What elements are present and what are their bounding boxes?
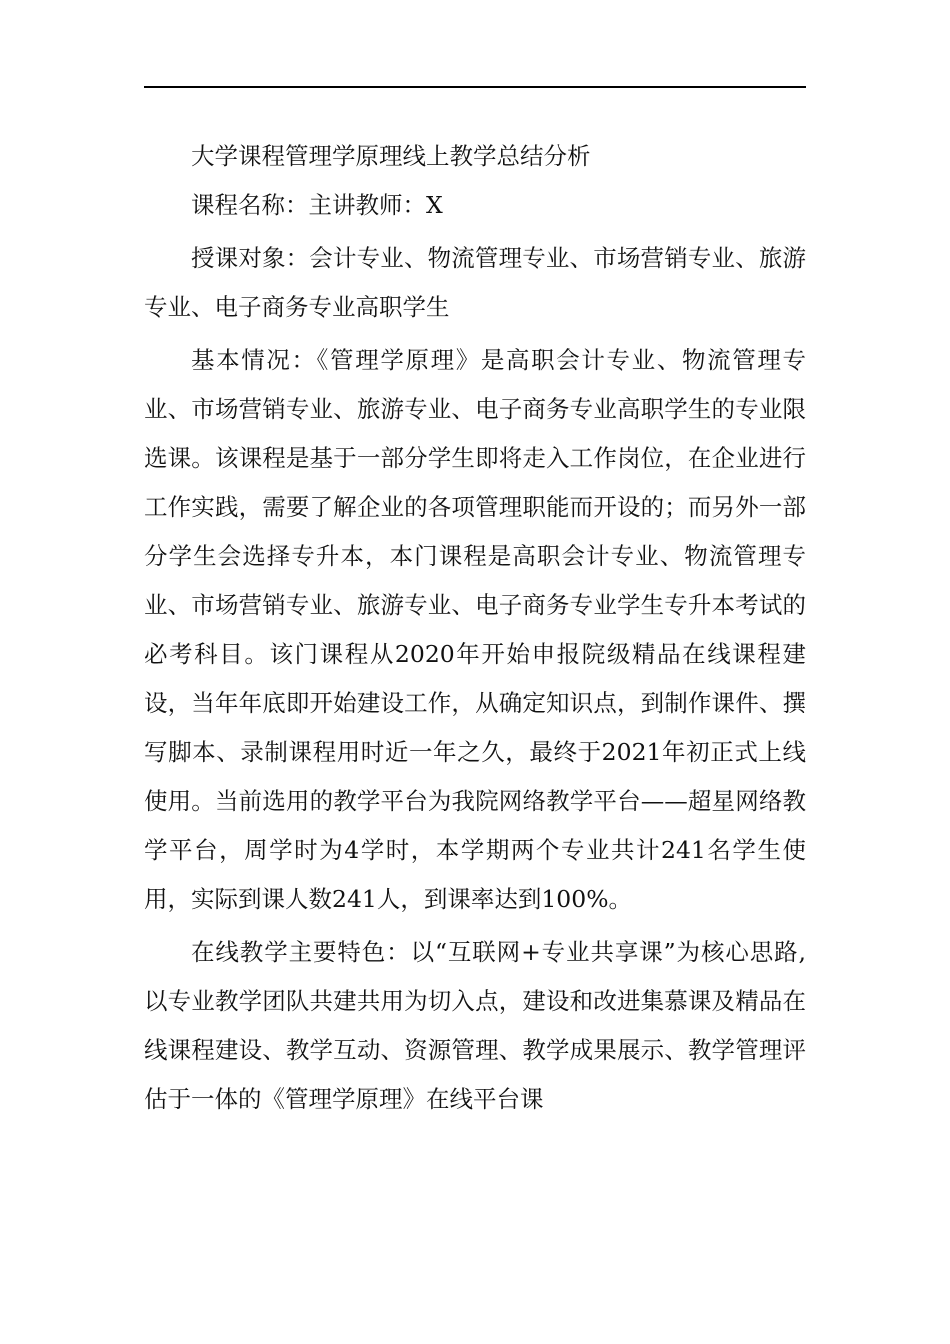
document-title: 大学课程管理学原理线上教学总结分析 [191, 142, 591, 170]
features-paragraph: 在线教学主要特色：以“互联网+专业共享课”为核心思路,以专业教学团队共建共用为切入点，建设和改进集慕课及精品在线课程建设、教学互动、资源管理、教学成果展示、教学管理评估于一体的《管理学原理》在线平台课 [144, 938, 806, 1113]
course-info-line: 课程名称：主讲教师：X [191, 191, 443, 219]
header-rule [144, 86, 806, 88]
basic-info-paragraph: 基本情况：《管理学原理》是高职会计专业、物流管理专业、市场营销专业、旅游专业、电子商务专业高职学生的专业限选课。该课程是基于一部分学生即将走入工作岗位，在企业进行工作实践，需要了解企业的各项管理职能而开设的；而另外一部分学生会选择专升本，本门课程是高职会计专业、物流管理专业、市场营销专业、旅游专业、电子商务专业学生专升本考试的必考科目。该门课程从2020年开始申报院级精品在线课程建设，当年年底即开始建设工作，从确定知识点，到制作课件、撰写脚本、录制课程用时近一年之久，最终于2021年初正式上线使用。当前选用的教学平台为我院网络教学平台——超星网络教学平台，周学时为4学时，本学期两个专业共计241名学生使用，实际到课人数241人，到课率达到100%。 [144, 346, 806, 913]
audience-paragraph: 授课对象：会计专业、物流管理专业、市场营销专业、旅游专业、电子商务专业高职学生 [144, 244, 806, 321]
document-body [144, 132, 806, 1124]
